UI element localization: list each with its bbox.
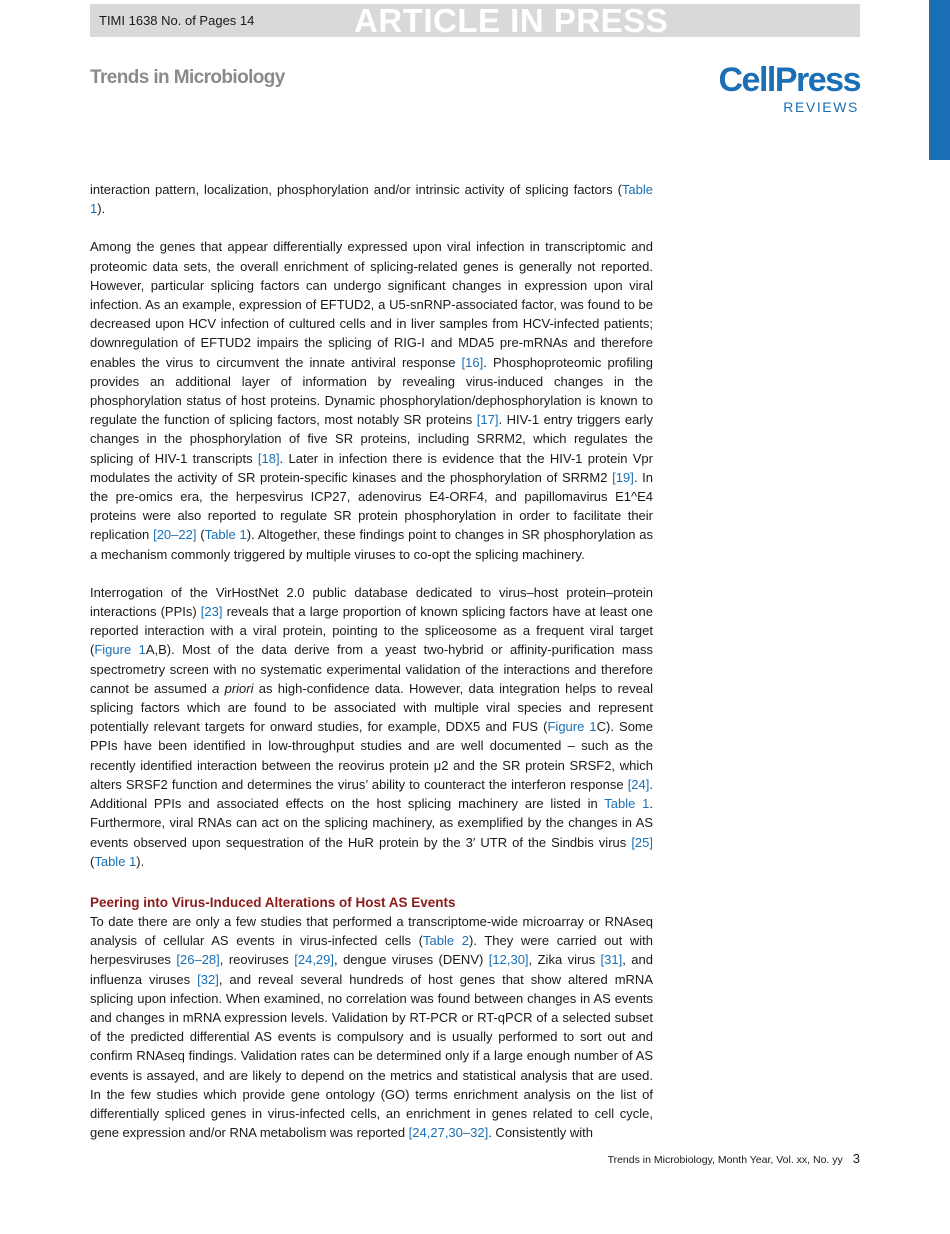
reference-link[interactable]: Table 1	[94, 853, 137, 869]
section-heading: Peering into Virus-Induced Alterations of Host AS Events	[90, 894, 456, 910]
paragraph	[90, 583, 653, 871]
text-run: A,B). Most of the data derive from a yeast two-hybrid or affinity-purification mass spectrometry screen with no systematic experimental validation of the interactions and therefore cannot be assumed	[90, 642, 653, 696]
italic-text: a priori	[212, 680, 254, 696]
text-run: interaction pattern, localization, phosphorylation and/or intrinsic activity of splicing factors (	[90, 182, 622, 197]
footer-citation: Trends in Microbiology, Month Year, Vol. xx, No. yy	[607, 1154, 843, 1166]
text-run: , and reveal several hundreds of host genes that show altered mRNA splicing upon infection. When examined, no correlation was found between changes in AS events and changes in mRNA expression levels. Validation by RT-PCR or RT-qPCR of a selected subset of the predicted differential AS events is compulsory and is usually performed to sort out and confirm RNAseq findings. Validation rates can be determined only if a large enough number of AS events is assayed, and are likely to depend on the metrics and statistical analysis that are used. In the few studies which provide gene ontology (GO) terms enrichment analysis on the list of differentially spliced genes in virus-infected cells, an enrichment in genes related to cell cycle, gene expression and/or RNA metabolism was reported	[90, 971, 653, 1141]
reference-link[interactable]: [24]	[627, 776, 650, 792]
reference-link[interactable]: Table 2	[423, 933, 469, 949]
text-run: ).	[97, 201, 106, 217]
reference-link[interactable]: [18]	[257, 450, 280, 466]
reference-link[interactable]: [16]	[461, 354, 484, 370]
paragraph	[90, 180, 653, 218]
text-run: reveals that a large proportion of known splicing factors have at least one reported interaction with a viral protein, pointing to the spliceosome as a frequent viral target (	[90, 604, 653, 658]
article-body	[90, 180, 653, 1142]
article-in-press-label: ARTICLE IN PRESS	[354, 2, 669, 39]
reference-link[interactable]: [32]	[197, 971, 219, 987]
text-run: . Later in infection there is evidence that the HIV-1 protein Vpr modulates the activity of SR protein-specific kinases and the phosphorylation of SRRM2	[90, 450, 653, 485]
text-run: . Additional PPIs and associated effects on the host splicing machinery are listed in	[90, 776, 653, 812]
reference-link[interactable]: [20–22]	[153, 527, 197, 543]
text-run: Among the genes that appear differentially expressed upon viral infection in transcriptomic and proteomic data sets, the overall enrichment of splicing-related genes is generally not reported. However, particular splicing factors can undergo significant changes in expression upon viral infection. As an example, expression of EFTUD2, a U5-snRNP-associated factor, was found to be decreased upon HCV infection of cultured cells and in liver samples from HCV-infected patients; downregulation of EFTUD2 impairs the splicing of RIG-I and MDA5 pre-mRNAs and therefore enables the virus to circumvent the innate antiviral response	[90, 239, 653, 370]
logo-sub: REVIEWS	[783, 99, 859, 115]
cellpress-logo	[714, 61, 860, 116]
text-run: ). They were carried out with herpesviruses	[90, 933, 654, 968]
text-run: ). Altogether, these findings point to changes in SR phosphorylation as a mechanism commonly triggered by multiple viruses to co-opt the splicing machinery.	[90, 527, 654, 562]
reference-link[interactable]: Figure 1	[94, 642, 146, 658]
reference-link[interactable]: [25]	[631, 834, 653, 850]
reference-link[interactable]: [17]	[476, 412, 499, 428]
text-run: , reoviruses	[219, 952, 295, 968]
text-run: , and influenza viruses	[90, 952, 653, 987]
text-run: (	[90, 853, 95, 869]
text-run: ).	[136, 853, 145, 869]
manuscript-code: TIMI 1638 No. of Pages 14	[99, 13, 255, 28]
paragraph	[90, 912, 653, 1142]
text-run: . Furthermore, viral RNAs can act on the splicing machinery, as exemplified by the changes in AS events observed upon sequestration of the HuR protein by the 3′ UTR of the Sindbis virus	[90, 796, 653, 850]
text-run: . Consistently with	[488, 1125, 593, 1141]
logo-brand: CellPress	[718, 61, 860, 99]
reference-link[interactable]: Table 1	[204, 527, 247, 543]
text-run: (	[196, 527, 205, 543]
reference-link[interactable]: [19]	[612, 469, 634, 485]
reference-link[interactable]: [12,30]	[488, 952, 529, 968]
text-run: . Phosphoproteomic profiling provides an additional layer of information by revealing virus-induced changes in the phosphorylation status of host proteins. Dynamic phosphorylation/dephosphorylation is known to regulate the function of splicing factors, most notably SR proteins	[90, 354, 653, 428]
text-run: To date there are only a few studies that performed a transcriptome-wide microarray or RNAseq analysis of cellular AS events in virus-infected cells (	[90, 913, 653, 949]
paragraph	[90, 237, 653, 563]
text-run: , Zika virus	[528, 952, 601, 968]
text-run: . In the pre-omics era, the herpesvirus ICP27, adenovirus E4-ORF4, and papillomavirus E1^E4 proteins were also reported to regulate SR protein phosphorylation in order to facilitate their replication	[90, 469, 653, 543]
reference-link[interactable]: Table 1	[90, 182, 653, 217]
page-footer	[608, 1151, 860, 1166]
text-run: as high-confidence data. However, data integration helps to reveal splicing factors which are found to be associated with multiple viral species and represent potentially relevant targets for onward studies, for example, DDX5 and FUS (	[90, 680, 653, 735]
reference-link[interactable]: Table 1	[604, 796, 650, 812]
article-in-press-banner	[90, 4, 860, 37]
edge-tab	[929, 0, 950, 160]
text-run: , dengue viruses (DENV)	[334, 952, 489, 968]
reference-link[interactable]: [23]	[200, 604, 223, 620]
text-run: C). Some PPIs have been identified in low-throughput studies and are well documented – such as the recently identified interaction between the reovirus protein μ2 and the SR protein SRSF2, which alters SRSF2 function and determines the virus’ ability to counteract the interferon response	[90, 719, 653, 792]
reference-link[interactable]: [31]	[600, 952, 623, 968]
reference-link[interactable]: [24,29]	[294, 952, 335, 968]
reference-link[interactable]: [24,27,30–32]	[408, 1125, 489, 1141]
journal-title: Trends in Microbiology	[90, 67, 285, 88]
reference-link[interactable]: Figure 1	[547, 719, 597, 735]
text-run: . HIV-1 entry triggers early changes in the phosphorylation of five SR proteins, including SRRM2, which regulates the splicing of HIV-1 transcripts	[90, 412, 654, 466]
text-run: Interrogation of the VirHostNet 2.0 public database dedicated to virus–host protein–protein interactions (PPIs)	[90, 584, 653, 620]
reference-link[interactable]: [26–28]	[176, 952, 220, 968]
page-number: 3	[852, 1151, 860, 1166]
